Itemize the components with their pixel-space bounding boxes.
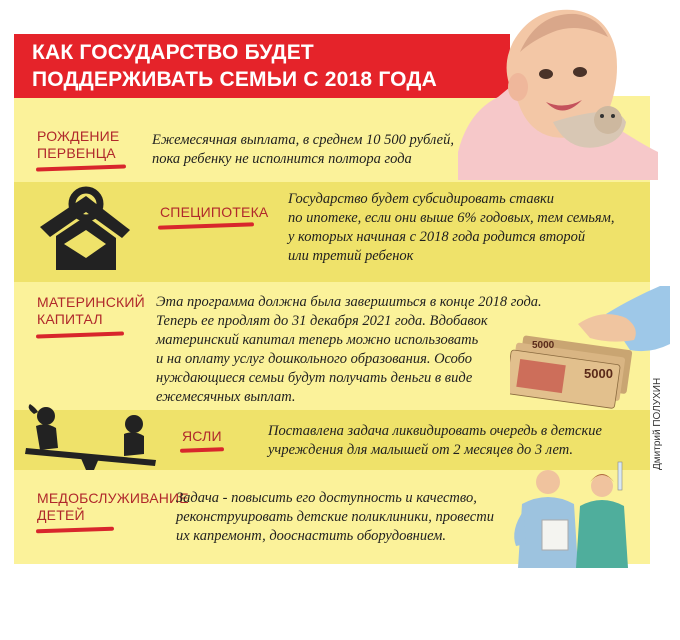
label-yasli: ЯСЛИ (182, 428, 222, 444)
page-title (14, 34, 510, 98)
text-medobsluzhivanie: Задача - повысить его доступность и качество, реконструировать детские поликлиники, провести их капремонт, дооснастить оборудовнием. (176, 490, 494, 544)
banknote-small-value: 5000 (532, 340, 555, 351)
text-yasli: Поставлена задача ликвидировать очередь в детские учреждения для малышей от 2 месяцев до 3 лет. (268, 423, 602, 458)
banknotes-hand (510, 284, 670, 410)
label-specipoteka: СПЕЦИПОТЕКА (160, 204, 269, 220)
label-medobsluzhivanie: МЕДОБСЛУЖИВАНИЕ ДЕТЕЙ (37, 490, 189, 523)
house-icon (34, 182, 134, 274)
title-line-1: КАК ГОСУДАРСТВО БУДЕТ (32, 41, 314, 64)
title-line-2: ПОДДЕРЖИВАТЬ СЕМЬИ С 2018 ГОДА (32, 68, 437, 91)
text-matkapital: Эта программа должна была завершиться в конце 2018 года. Теперь ее продлят до 31 декабря 2021 года. Вдобавок материнский капитал теперь можно использовать и на оплату услуг дошкольного образования. Особо нуждающиеся семьи будут получать деньги в виде ежемесячных выплат. (156, 294, 542, 405)
doctors-photo (504, 460, 644, 568)
text-pervenets: Ежемесячная выплата, в среднем 10 500 рублей, пока ребенку не исполнится полтора года (152, 132, 454, 167)
text-specipoteka: Государство будет субсидировать ставки по ипотеке, если они выше 6% годовых, тем семьям, у которых начиная с 2018 года родится второй или третий ребенок (288, 191, 615, 264)
baby-photo (458, 2, 678, 180)
seesaw-children-icon (16, 402, 166, 472)
label-pervenets: РОЖДЕНИЕ ПЕРВЕНЦА (37, 128, 120, 161)
author-credit: Дмитрий ПОЛУХИН (652, 377, 663, 470)
banknote-large-value: 5000 (584, 366, 613, 381)
label-matkapital: МАТЕРИНСКИЙ КАПИТАЛ (37, 294, 145, 327)
